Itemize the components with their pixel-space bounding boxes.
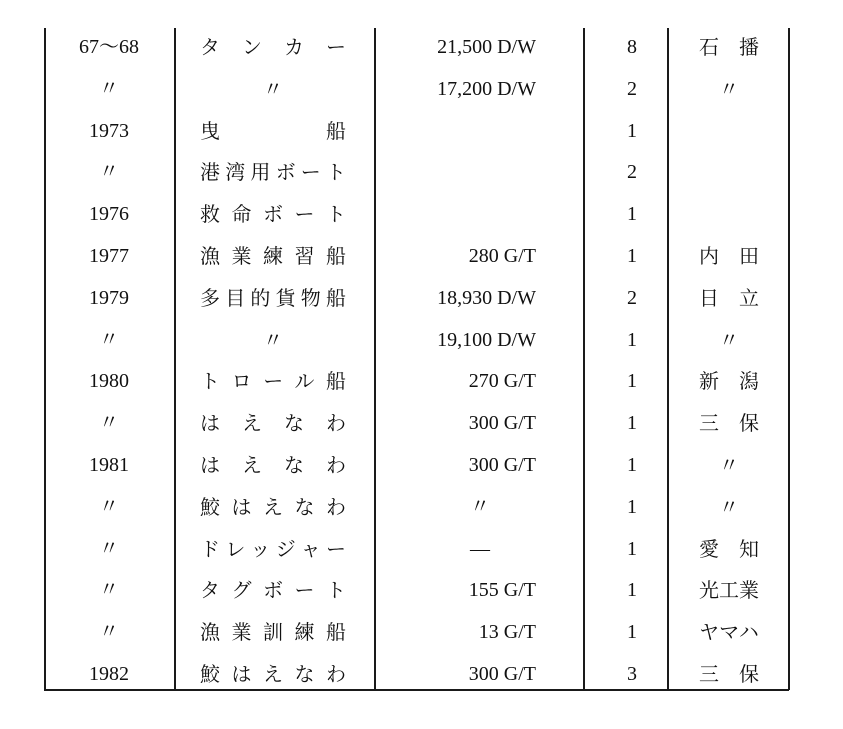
tonnage-cell: 300 G/T: [468, 412, 536, 435]
table-row: [0, 319, 843, 361]
ship-type-cell: 港湾用ボート: [200, 160, 346, 185]
quantity-cell: 1: [627, 328, 637, 351]
tonnage-cell: 17,200 D/W: [437, 77, 536, 100]
shipyard-cell: [668, 110, 790, 152]
year-cell: 1973: [89, 119, 129, 142]
table-row: [0, 110, 843, 152]
tonnage-cell: 155 G/T: [468, 579, 536, 602]
table-row: [0, 151, 843, 193]
year-cell: 1980: [89, 370, 129, 393]
year-cell: 〃: [99, 579, 119, 602]
ship-type-cell: ドレッジャー: [200, 536, 346, 561]
year-cell: 〃: [99, 537, 119, 560]
quantity-cell: 1: [627, 454, 637, 476]
year-cell: 1982: [89, 663, 129, 685]
ship-type-cell: 漁業練習船: [200, 244, 346, 268]
ship-type-cell: はえなわ: [200, 411, 346, 436]
shipyard-cell: 〃: [719, 494, 739, 519]
table-row: [0, 653, 843, 695]
shipyard-cell: 〃: [719, 76, 739, 101]
quantity-cell: 8: [627, 36, 637, 58]
year-cell: 〃: [99, 161, 119, 184]
tonnage-cell: 18,930 D/W: [437, 286, 536, 309]
shipyard-cell: [668, 151, 790, 193]
ship-type-cell: 漁業訓練船: [200, 620, 346, 645]
table-row: [0, 193, 843, 235]
ship-type-cell: タグボート: [200, 578, 346, 603]
shipyard-cell: [668, 193, 790, 235]
ship-type-cell: 救命ボート: [200, 202, 346, 227]
shipyard-cell: 内 田: [699, 244, 759, 268]
table-row: [0, 528, 843, 570]
tonnage-cell: 300 G/T: [468, 454, 536, 476]
tonnage-cell: 21,500 D/W: [437, 36, 536, 58]
quantity-cell: 2: [627, 286, 637, 309]
ship-type-cell: タンカー: [200, 35, 346, 59]
table-row: [0, 26, 843, 68]
tonnage-cell: 300 G/T: [468, 663, 536, 685]
ship-type-cell: 多目的貨物船: [200, 285, 346, 310]
table-row: [0, 277, 843, 319]
quantity-cell: 3: [627, 663, 637, 685]
year-cell: 1976: [89, 203, 129, 226]
quantity-cell: 1: [627, 579, 637, 602]
shipyard-cell: 愛 知: [699, 536, 759, 561]
table-row: [0, 235, 843, 277]
year-cell: 〃: [99, 77, 119, 100]
tonnage-cell: [376, 110, 536, 152]
ship-type-cell: はえなわ: [200, 453, 346, 477]
quantity-cell: 1: [627, 621, 637, 644]
shipyard-cell: 〃: [719, 327, 739, 352]
year-cell: 〃: [99, 495, 119, 518]
tonnage-cell: [376, 151, 536, 193]
tonnage-cell: —: [470, 537, 490, 560]
tonnage-cell: [376, 193, 536, 235]
shipyard-cell: 三 保: [699, 662, 759, 686]
table-row: [0, 611, 843, 653]
ship-type-cell: 鮫はえなわ: [200, 662, 346, 686]
table-row: [0, 402, 843, 444]
shipyard-cell: 日 立: [699, 285, 759, 310]
year-cell: 〃: [99, 412, 119, 435]
quantity-cell: 1: [627, 245, 637, 267]
table-row: [0, 360, 843, 402]
ship-type-cell: 〃: [263, 327, 283, 352]
tonnage-cell: 280 G/T: [468, 245, 536, 267]
table-row: [0, 444, 843, 486]
year-cell: 1981: [89, 454, 129, 476]
quantity-cell: 1: [627, 495, 637, 518]
shipyard-cell: 光工業: [699, 578, 759, 603]
quantity-cell: 1: [627, 537, 637, 560]
shipyard-cell: 石 播: [699, 35, 759, 59]
shipyard-cell: 三 保: [699, 411, 759, 436]
tonnage-cell: 13 G/T: [478, 621, 536, 644]
shipyard-cell: ヤマハ: [699, 620, 759, 645]
quantity-cell: 1: [627, 119, 637, 142]
tonnage-cell: 270 G/T: [468, 370, 536, 393]
year-cell: 67〜68: [79, 36, 139, 58]
table-row: [0, 486, 843, 528]
year-cell: 〃: [99, 621, 119, 644]
shipyard-cell: 新 潟: [699, 369, 759, 394]
ship-type-cell: 鮫はえなわ: [200, 494, 346, 519]
tonnage-cell: 〃: [470, 495, 490, 518]
quantity-cell: 2: [627, 77, 637, 100]
tonnage-cell: 19,100 D/W: [437, 328, 536, 351]
table-row: [0, 569, 843, 611]
ship-type-cell: 曳 船: [200, 118, 346, 143]
quantity-cell: 1: [627, 370, 637, 393]
year-cell: 〃: [99, 328, 119, 351]
quantity-cell: 1: [627, 203, 637, 226]
year-cell: 1979: [89, 286, 129, 309]
quantity-cell: 2: [627, 161, 637, 184]
quantity-cell: 1: [627, 412, 637, 435]
ship-type-cell: 〃: [263, 76, 283, 101]
ship-type-cell: トロール船: [200, 369, 346, 394]
year-cell: 1977: [89, 245, 129, 267]
table-row: [0, 68, 843, 110]
shipyard-cell: 〃: [719, 453, 739, 477]
